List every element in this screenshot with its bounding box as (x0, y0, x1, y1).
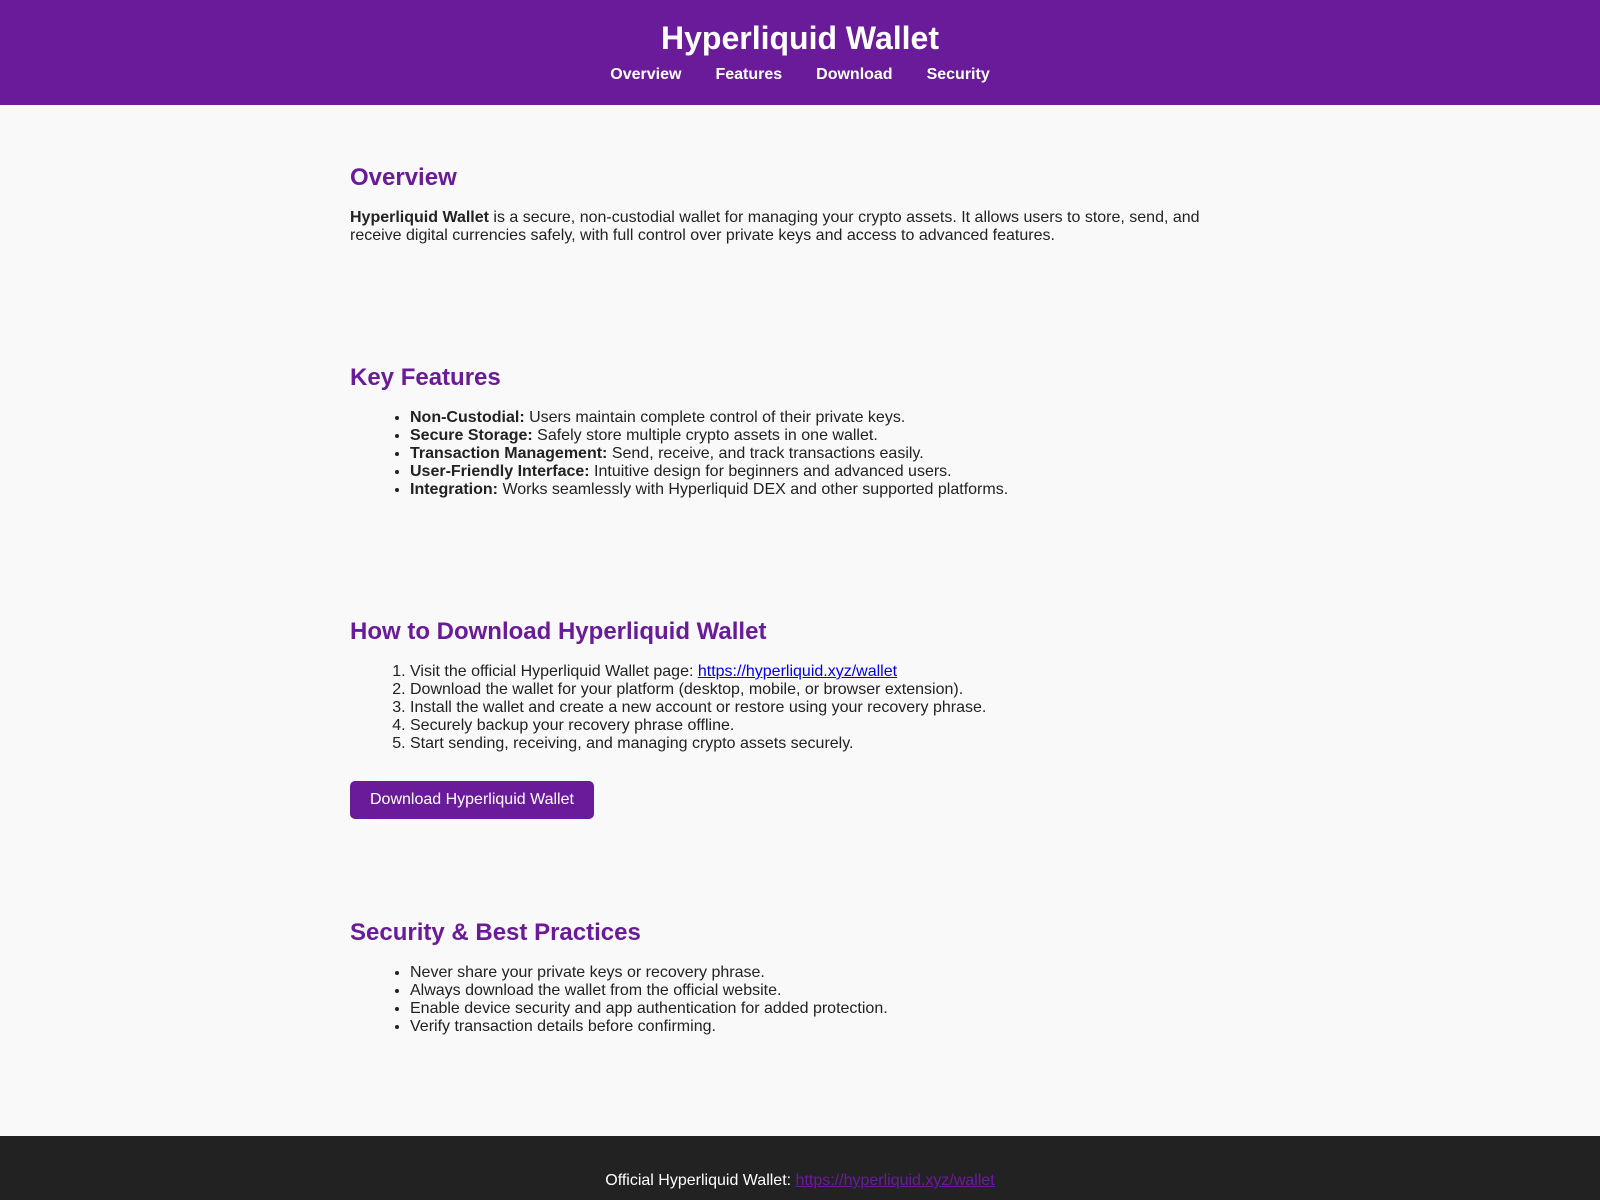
site-header (0, 0, 1600, 105)
download-step: 3. Install the wallet and create a new account or restore using your recovery phrase. (410, 699, 1250, 717)
footer-text (0, 1171, 1600, 1191)
download-step: 2. Download the wallet for your platform (desktop, mobile, or browser extension). (410, 681, 1250, 699)
download-section (350, 617, 1250, 819)
feature-text: Send, receive, and track transactions easily. (607, 445, 924, 462)
download-step: 5. Start sending, receiving, and managing crypto assets securely. (410, 735, 1250, 753)
nav-features[interactable]: Features (715, 66, 783, 83)
feature-title: Integration: (410, 481, 498, 498)
security-item: • Always download the wallet from the official website. (410, 982, 1250, 1000)
security-list (350, 964, 1250, 1036)
site-footer (0, 1136, 1600, 1200)
overview-heading: Overview (350, 164, 457, 191)
overview-section (350, 163, 1250, 245)
feature-title: Transaction Management: (410, 445, 608, 462)
nav-download[interactable]: Download (816, 66, 893, 83)
download-step-text: Visit the official Hyperliquid Wallet page: (410, 663, 698, 680)
overview-bold-lead: Hyperliquid Wallet (350, 209, 489, 226)
overview-paragraph (350, 209, 1250, 245)
feature-item (410, 427, 1250, 445)
download-wallet-button[interactable]: Download Hyperliquid Wallet (350, 781, 594, 819)
security-item: • Verify transaction details before confirming. (410, 1018, 1250, 1036)
footer-wallet-link[interactable]: https://hyperliquid.xyz/wallet (795, 1172, 995, 1189)
features-heading: Key Features (350, 364, 501, 391)
features-list (350, 409, 1250, 499)
feature-text: Intuitive design for beginners and advanced users. (589, 463, 952, 480)
download-heading: How to Download Hyperliquid Wallet (350, 618, 767, 645)
feature-text: Users maintain complete control of their private keys. (524, 409, 906, 426)
wallet-page-link[interactable]: https://hyperliquid.xyz/wallet (697, 663, 898, 680)
feature-title: Secure Storage: (410, 427, 533, 444)
security-heading: Security & Best Practices (350, 919, 641, 946)
feature-text: Works seamlessly with Hyperliquid DEX and other supported platforms. (498, 481, 1009, 498)
feature-item (410, 409, 1250, 427)
overview-text: is a secure, non-custodial wallet for managing your crypto assets. It allows users to store, send, and receive digital currencies safely, with full control over private keys and access to advanced features. (350, 209, 1200, 244)
footer-label: Official Hyperliquid Wallet: (605, 1172, 796, 1189)
download-steps (350, 663, 1250, 753)
feature-item (410, 445, 1250, 463)
main-nav (0, 64, 1600, 86)
nav-security[interactable]: Security (926, 66, 990, 83)
features-section (350, 363, 1250, 499)
security-section (350, 918, 1250, 1036)
feature-item (410, 463, 1250, 481)
feature-item (410, 481, 1250, 499)
download-step: 4. Securely backup your recovery phrase offline. (410, 717, 1250, 735)
feature-text: Safely store multiple crypto assets in one wallet. (532, 427, 878, 444)
download-step (410, 663, 1250, 681)
site-title: Hyperliquid Wallet (661, 20, 939, 56)
feature-title: User-Friendly Interface: (410, 463, 590, 480)
security-item: • Never share your private keys or recovery phrase. (410, 964, 1250, 982)
nav-overview[interactable]: Overview (610, 66, 682, 83)
feature-title: Non-Custodial: (410, 409, 525, 426)
security-item: • Enable device security and app authentication for added protection. (410, 1000, 1250, 1018)
